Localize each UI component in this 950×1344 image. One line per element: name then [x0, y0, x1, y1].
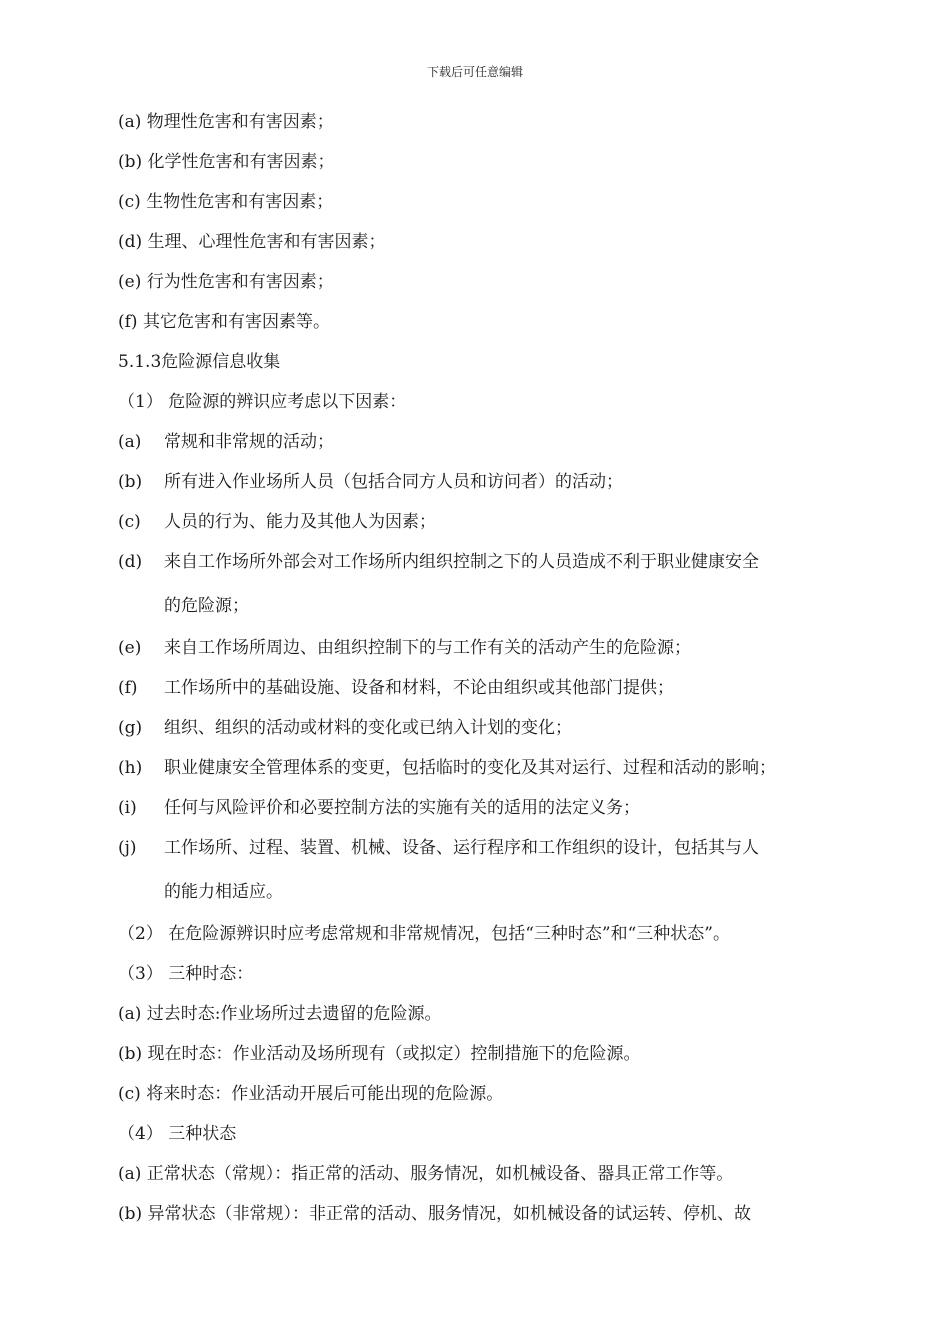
factor-d-continuation: 的危险源；: [164, 596, 249, 616]
state-normal: (a) 正常状态（常规）：指正常的活动、服务情况，如机械设备、器具正常工作等。: [118, 1164, 734, 1184]
factor-d: [118, 551, 759, 573]
point-3: （3） 三种时态：: [118, 964, 254, 984]
point-2: （2） 在危险源辨识时应考虑常规和非常规情况，包括“三种时态”和“三种状态”。: [118, 924, 730, 944]
hazard-item-b: (b) 化学性危害和有害因素；: [118, 152, 335, 172]
factor-h: [118, 757, 776, 779]
factor-text: 所有进入作业场所人员（包括合同方人员和访问者）的活动；: [164, 472, 623, 492]
factor-label: (a): [118, 432, 142, 452]
point-1: （1） 危险源的辨识应考虑以下因素：: [118, 392, 407, 412]
factor-text: 人员的行为、能力及其他人为因素；: [164, 512, 436, 532]
factor-c: [118, 511, 436, 533]
factor-text: 组织、组织的活动或材料的变化或已纳入计划的变化；: [164, 718, 572, 738]
tense-present: (b) 现在时态：作业活动及场所现有（或拟定）控制措施下的危险源。: [118, 1044, 641, 1064]
factor-a: [118, 431, 334, 453]
factor-label: (h): [118, 758, 143, 778]
factor-label: (c): [118, 512, 141, 532]
factor-j: [118, 837, 759, 859]
factor-b: [118, 471, 623, 493]
factor-text: 工作场所、过程、装置、机械、设备、运行程序和工作组织的设计，包括其与人: [164, 838, 759, 858]
hazard-item-f: (f) 其它危害和有害因素等。: [118, 312, 330, 332]
factor-i: [118, 797, 640, 819]
factor-text: 常规和非常规的活动；: [164, 432, 334, 452]
section-heading: 5.1.3危险源信息收集: [118, 352, 281, 372]
factor-text: 任何与风险评价和必要控制方法的实施有关的适用的法定义务；: [164, 798, 640, 818]
state-abnormal: (b) 异常状态（非常规）：非正常的活动、服务情况，如机械设备的试运转、停机、故: [118, 1204, 752, 1224]
factor-e: [118, 637, 691, 659]
factor-label: (f): [118, 678, 138, 698]
hazard-item-e: (e) 行为性危害和有害因素；: [118, 272, 334, 292]
tense-future: (c) 将来时态：作业活动开展后可能出现的危险源。: [118, 1084, 504, 1104]
factor-j-continuation: 的能力相适应。: [164, 882, 283, 902]
factor-label: (g): [118, 718, 143, 738]
factor-text: 来自工作场所周边、由组织控制下的与工作有关的活动产生的危险源；: [164, 638, 691, 658]
factor-label: (d): [118, 552, 143, 572]
factor-label: (e): [118, 638, 142, 658]
factor-text: 职业健康安全管理体系的变更，包括临时的变化及其对运行、过程和活动的影响；: [164, 758, 776, 778]
factor-label: (b): [118, 472, 143, 492]
hazard-item-a: (a) 物理性危害和有害因素；: [118, 112, 334, 132]
tense-past: (a) 过去时态:作业场所过去遗留的危险源。: [118, 1004, 442, 1024]
hazard-item-c: (c) 生物性危害和有害因素；: [118, 192, 334, 212]
factor-g: [118, 717, 572, 739]
factor-text: 工作场所中的基础设施、设备和材料，不论由组织或其他部门提供；: [164, 678, 674, 698]
page-header: 下载后可任意编辑: [426, 65, 523, 79]
factor-text: 来自工作场所外部会对工作场所内组织控制之下的人员造成不利于职业健康安全: [164, 552, 759, 572]
factor-label: (i): [118, 798, 137, 818]
factor-f: [118, 677, 674, 699]
hazard-item-d: (d) 生理、心理性危害和有害因素；: [118, 232, 386, 252]
point-4: （4） 三种状态: [118, 1124, 237, 1144]
factor-label: (j): [118, 838, 137, 858]
